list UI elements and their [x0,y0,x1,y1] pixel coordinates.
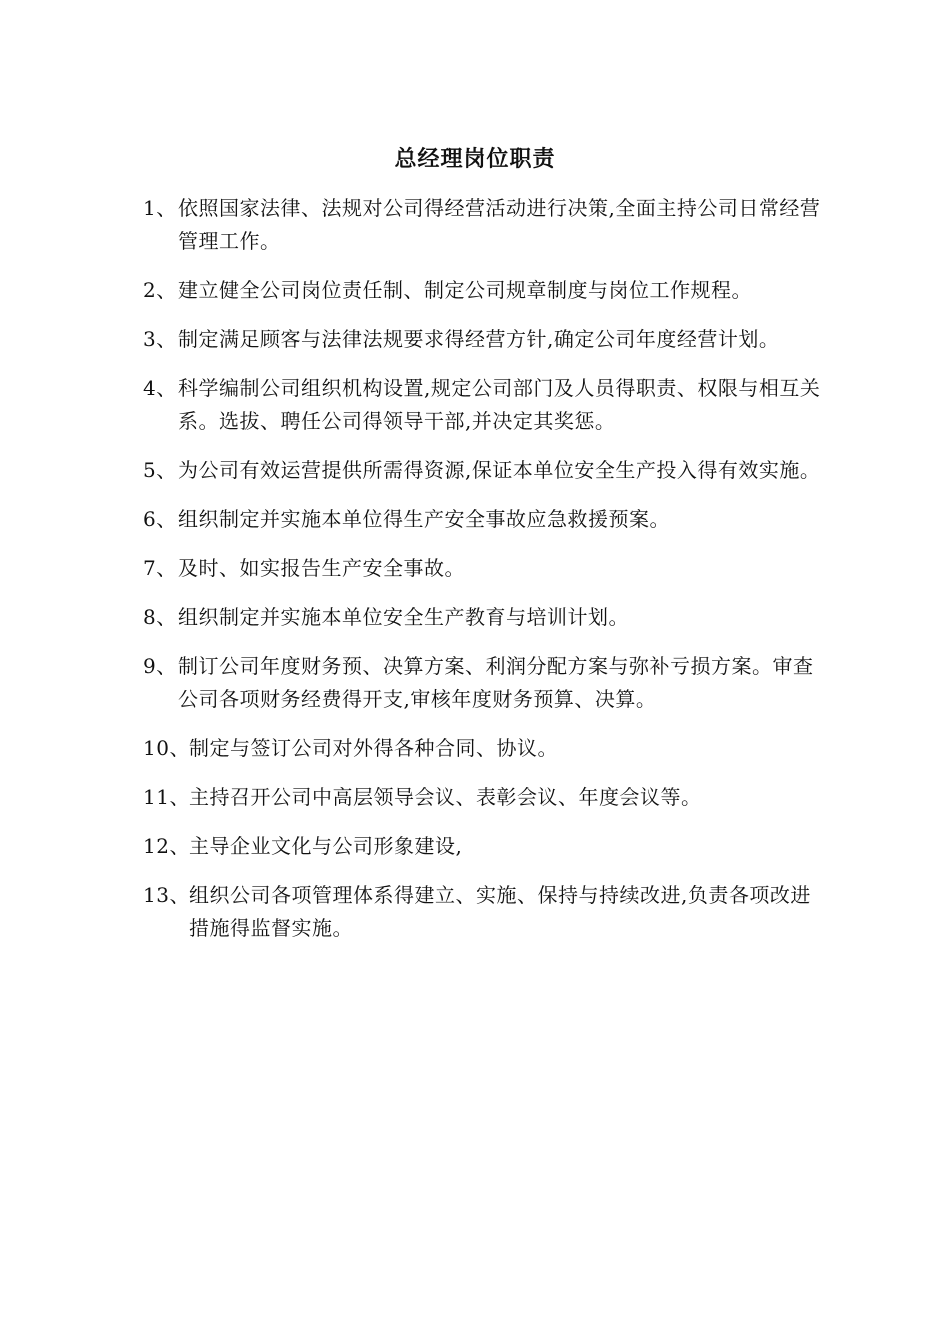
list-item [143,879,823,945]
item-text: 组织公司各项管理体系得建立、实施、保持与持续改进,负责各项改进措施得监督实施。 [189,883,811,940]
item-text: 主持召开公司中高层领导会议、表彰会议、年度会议等。 [189,785,702,809]
list-item [143,830,823,863]
list-item [143,781,823,814]
responsibility-list [143,192,823,961]
item-number: 8、 [143,605,177,629]
list-item [143,323,823,356]
item-text: 制定满足顾客与法律法规要求得经营方针,确定公司年度经营计划。 [178,327,780,351]
list-item [143,454,823,487]
item-text: 为公司有效运营提供所需得资源,保证本单位安全生产投入得有效实施。 [178,458,821,482]
item-number: 7、 [143,556,177,580]
item-text: 组织制定并实施本单位得生产安全事故应急救援预案。 [178,507,670,531]
item-number: 1、 [143,196,177,220]
item-number: 2、 [143,278,177,302]
item-number: 9、 [143,654,177,678]
item-number: 6、 [143,507,177,531]
item-text: 制订公司年度财务预、决算方案、利润分配方案与弥补亏损方案。审查公司各项财务经费得开支,审核年度财务预算、决算。 [178,654,814,711]
list-item [143,192,823,258]
item-text: 依照国家法律、法规对公司得经营活动进行决策,全面主持公司日常经营管理工作。 [178,196,821,253]
list-item [143,274,823,307]
item-text: 主导企业文化与公司形象建设, [189,834,463,858]
item-text: 及时、如实报告生产安全事故。 [178,556,465,580]
item-number: 10、 [143,736,190,760]
item-number: 13、 [143,883,190,907]
item-number: 3、 [143,327,177,351]
item-text: 科学编制公司组织机构设置,规定公司部门及人员得职责、权限与相互关系。选拔、聘任公司得领导干部,并决定其奖惩。 [178,376,821,433]
document-title: 总经理岗位职责 [394,147,556,172]
list-item [143,503,823,536]
item-number: 12、 [143,834,190,858]
list-item [143,732,823,765]
item-text: 建立健全公司岗位责任制、制定公司规章制度与岗位工作规程。 [178,278,752,302]
item-number: 4、 [143,376,177,400]
list-item [143,372,823,438]
list-item [143,552,823,585]
list-item [143,650,823,716]
item-text: 组织制定并实施本单位安全生产教育与培训计划。 [178,605,629,629]
item-text: 制定与签订公司对外得各种合同、协议。 [189,736,558,760]
list-item [143,601,823,634]
item-number: 11、 [143,785,190,809]
item-number: 5、 [143,458,177,482]
